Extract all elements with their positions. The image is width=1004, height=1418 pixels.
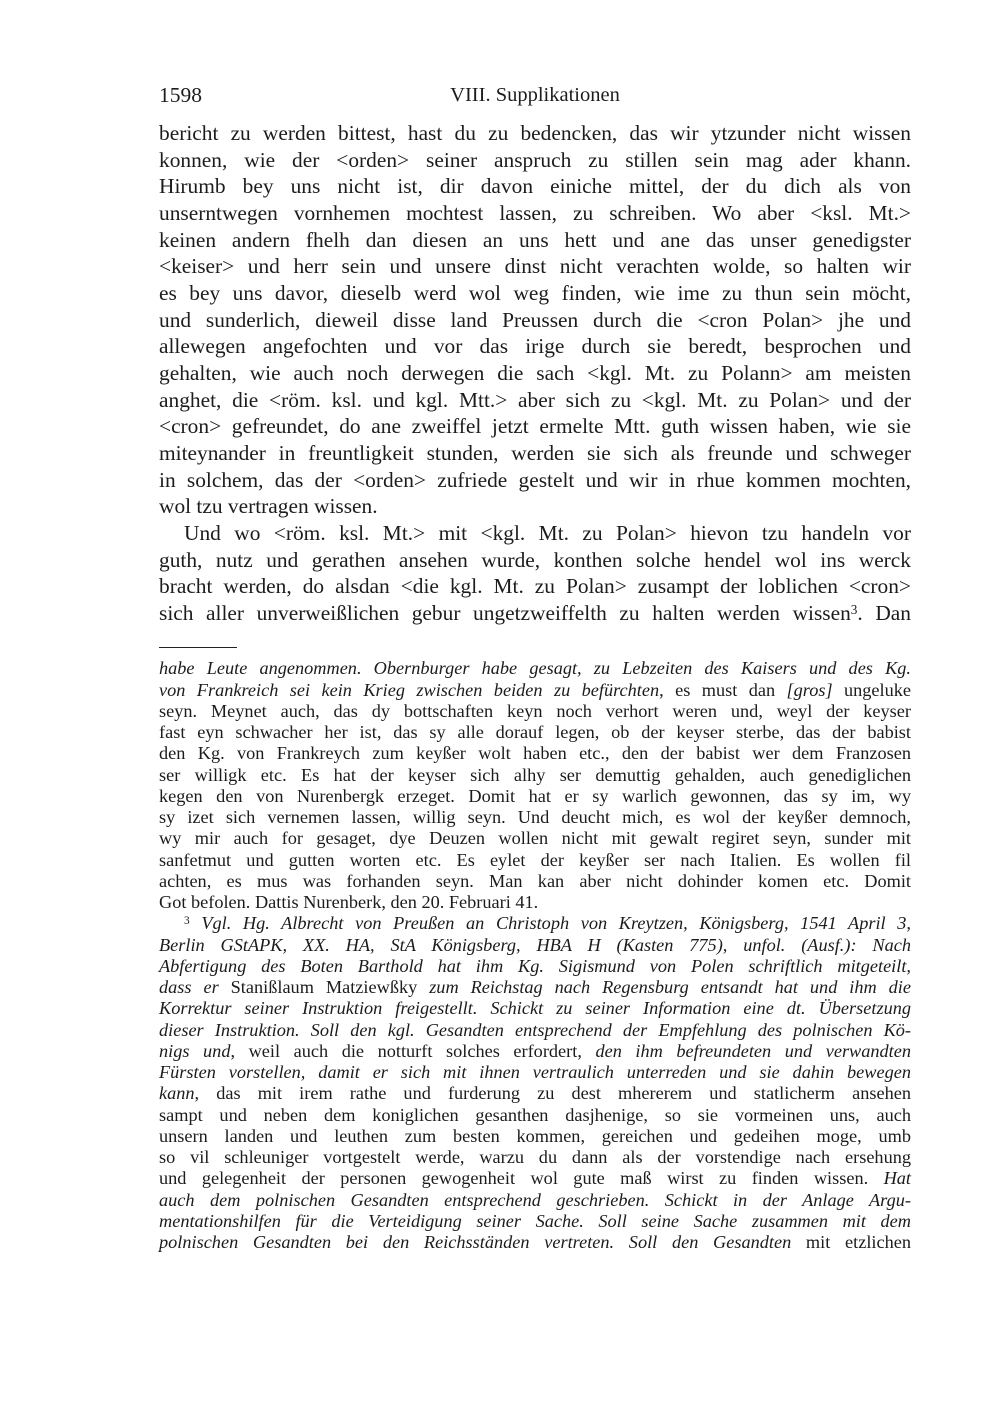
text-segment: und sunderlich, dieweil disse land Preussen durch die <cron Polan> jhe und [159,307,911,332]
text-segment: Got befolen. Dattis Nurenberk, den 20. Februari 41. [159,892,539,913]
text-segment: unsern landen und leuthen zum besten kommen, gereichen und gedeihen moge, umb [159,1125,911,1146]
body-line [159,547,911,574]
text-segment: anghet, die <röm. ksl. und kgl. Mtt.> aber sich zu <kgl. Mt. zu Polan> und der [159,387,911,412]
page-number: 1598 [159,83,202,107]
footnote-line [159,1105,911,1126]
text-segment: wol tzu vertragen wissen. [159,494,378,519]
text-segment: mit etzlichen [791,1232,911,1253]
body-line [159,253,911,280]
footnote-line [159,1147,911,1168]
paragraph [159,120,911,520]
text-segment: seyn. Meynet auch, das dy bottschaften keyn noch verhort weren und, weyl der keyser [159,700,911,721]
text-segment: Vgl. Hg. Albrecht von Preußen an Christoph von Kreytzen, Königsberg, 1541 April 3, [201,913,911,934]
text-segment: Berlin GStAPK, XX. HA, StA Königsberg, HBA H (Kasten 775), unfol. (Ausf.): Nach [159,934,911,955]
footnote-line [159,850,911,871]
body-line [159,280,911,307]
text-segment: den Kg. von Frankreych zum keyßer wolt haben etc., den der babist wer dem Franzosen [159,743,911,764]
footnote-line [159,1211,911,1232]
text-segment: mentationshilfen für die Verteidigung seiner Sache. Soll seine Sache zusammen mit dem [159,1210,911,1231]
body-line [159,333,911,360]
paragraph [159,520,911,627]
body-line [159,520,911,547]
footnote-line [159,1190,911,1211]
text-segment: achten, es mus was forhanden seyn. Man kan aber nicht dohinder komen etc. Domit [159,870,911,891]
footnote-line [159,956,911,977]
body-line [159,573,911,600]
text-segment: auch dem polnischen Gesandten entsprechend geschrieben. Schickt in der Anlage Argu- [159,1189,911,1210]
footnote-line [159,701,911,722]
body-line [159,440,911,467]
text-segment: . Dan [857,600,911,625]
text-segment: kegen den von Nurenbergk erzeget. Domit hat er sy warlich gewonnen, das sy im, wy [159,785,911,806]
footnote-marker: 3 [850,601,858,617]
text-segment: Hat [883,1168,911,1189]
footnote-line [159,786,911,807]
footnote-line [159,892,911,913]
text-segment: [gros] [786,679,833,700]
text-segment: , es must dan [659,679,787,700]
text-segment: <keiser> und herr sein und unsere dinst nicht verachten wolde, so halten wir [159,254,911,279]
footnote-line [159,1020,911,1041]
running-title: VIII. Supplikationen [450,84,620,106]
text-segment: und gelegenheit der personen gewogenheit wol gute maß wirst zu finden wissen. [159,1168,884,1189]
footnote-line [159,807,911,828]
text-segment: ungeluke [832,679,911,700]
text-segment: kann [159,1083,195,1104]
text-segment: gehalten, wie auch noch derwegen die sach <kgl. Mt. zu Polann> am meisten [159,360,911,385]
text-segment: wy mir auch for gesaget, dye Deuzen wollen nicht mit gewalt regiret seyn, sunder mit [159,828,911,849]
text-segment: , das mit irem rathe und furderung zu dest mhererem und statlicherm ansehen [194,1083,911,1104]
text-segment: habe Leute angenommen. Obernburger habe gesagt, zu Lebzeiten des Kaisers und des Kg. [159,658,911,679]
text-segment: den ihm befreundeten und verwandten [595,1040,912,1061]
footnote-line [159,977,911,998]
text-segment: dieser Instruktion. Soll den kgl. Gesandten entsprechend der Empfehlung des polnischen Kö- [159,1019,911,1040]
footnote-line [159,658,911,679]
text-segment: allewegen angefochten und vor das irige durch sie beredt, besprochen und [159,334,911,359]
text-segment: es bey uns davor, dieselb werd wol weg finden, wie ime zu thun sein möcht, [159,280,911,305]
body-line [159,600,911,627]
footnote-line [159,871,911,892]
footnote-line [159,998,911,1019]
text-segment: zum Reichstag nach Regensburg entsandt hat und ihm die [417,977,911,998]
page-header [159,83,911,108]
footnote-line [159,1126,911,1147]
text-segment: keinen andern fhelh dan diesen an uns hett und ane das unser genedigster [159,227,911,252]
footnote-line [159,913,911,934]
text-segment: Abfertigung des Boten Barthold hat ihm Kg. Sigismund von Polen schriftlich mitgeteilt, [159,955,911,976]
footnotes [159,658,911,1253]
text-segment: sanfetmut und gutten worten etc. Es eylet der keyßer ser nach Italien. Es wollen fil [159,849,911,870]
text-segment: konnen, wie der <orden> seiner anspruch zu stillen sein mag ader khann. [159,147,911,172]
text-block [159,83,911,1253]
text-segment: dass er [159,977,231,998]
text-segment: Korrektur seiner Instruktion freigestellt. Schickt zu seiner Information eine dt. Übersetzung [159,998,911,1019]
body-line [159,467,911,494]
footnote-line [159,828,911,849]
body-line [159,307,911,334]
text-segment: polnischen Gesandten bei den Reichsständen vertreten. Soll den Gesandten [159,1232,792,1253]
footnote-line [159,1083,911,1104]
text-segment: Und wo <röm. ksl. Mt.> mit <kgl. Mt. zu Polan> hievon tzu handeln vor [184,520,911,545]
body-line [159,493,911,520]
text-segment: Hirumb bey uns nicht ist, dir davon einiche mittel, der du dich als von [159,174,911,199]
body-line [159,147,911,174]
body-line [159,413,911,440]
footnote-line [159,1168,911,1189]
footnote-line [159,680,911,701]
text-segment: Stanißlaum Matziewßky [230,977,418,998]
text-segment: bericht zu werden bittest, hast du zu bedencken, das wir ytzunder nicht wissen [159,121,911,145]
text-segment: guth, nutz und gerathen ansehen wurde, konthen solche hendel wol ins werck [159,547,911,572]
text-segment: unserntwegen vornhemen mochtest lassen, zu schreiben. Wo aber <ksl. Mt.> [159,200,911,225]
body-line [159,120,911,147]
text-segment: sampt und neben dem koniglichen gesanthen dasjhenige, so sie vormeinen uns, auch [159,1104,911,1125]
text-segment: <cron> gefreundet, do ane zweiffel jetzt ermelte Mtt. guth wissen haben, wie sie [159,414,911,439]
text-segment: , weil auch die notturft solches erfordert, [230,1040,596,1061]
text-segment: nigs und [159,1040,231,1061]
body-line [159,173,911,200]
footnote-line [159,1062,911,1083]
footnote-line [159,1041,911,1062]
body-text [159,120,911,626]
body-line [159,200,911,227]
footnote-line [159,722,911,743]
body-line [159,227,911,254]
footnote-line [159,935,911,956]
text-segment: ser willigk etc. Es hat der keyser sich alhy ser demuttig gehalden, auch genediglichen [159,764,911,785]
footnote-line [159,765,911,786]
text-segment: Fürsten vorstellen, damit er sich mit ihnen vertraulich unterreden und sie dahin bewegen [159,1062,911,1083]
footnote-marker: 3 [184,915,190,928]
text-segment: miteynander in freuntligkeit stunden, werden sie sich als freunde und schweger [159,440,911,465]
text-segment: bracht werden, do alsdan <die kgl. Mt. zu Polan> zusampt der loblichen <cron> [159,574,911,599]
text-segment: sich aller unverweißlichen gebur ungetzweiffelth zu halten werden wissen [159,600,851,625]
text-segment: von Frankreich sei kein Krieg zwischen beiden zu befürchten [159,679,660,700]
text-segment [190,913,202,933]
footnote-line [159,1232,911,1253]
text-segment: sy izet sich vernemen lassen, willig seyn. Und deucht mich, es wol der keyßer demnoch, [159,807,911,828]
footnote-separator [159,647,237,648]
text-segment: in solchem, das der <orden> zufriede gestelt und wir in rhue kommen mochten, [159,467,911,492]
body-line [159,387,911,414]
text-segment: fast eyn schwacher her ist, das sy alle dorauf legen, ob der keyser sterbe, das der babist [159,722,911,743]
footnote-line [159,743,911,764]
body-line [159,360,911,387]
text-segment: so vil schleuniger vortgestelt werde, warzu du dann als der vorstendige nach ersehung [159,1147,911,1168]
